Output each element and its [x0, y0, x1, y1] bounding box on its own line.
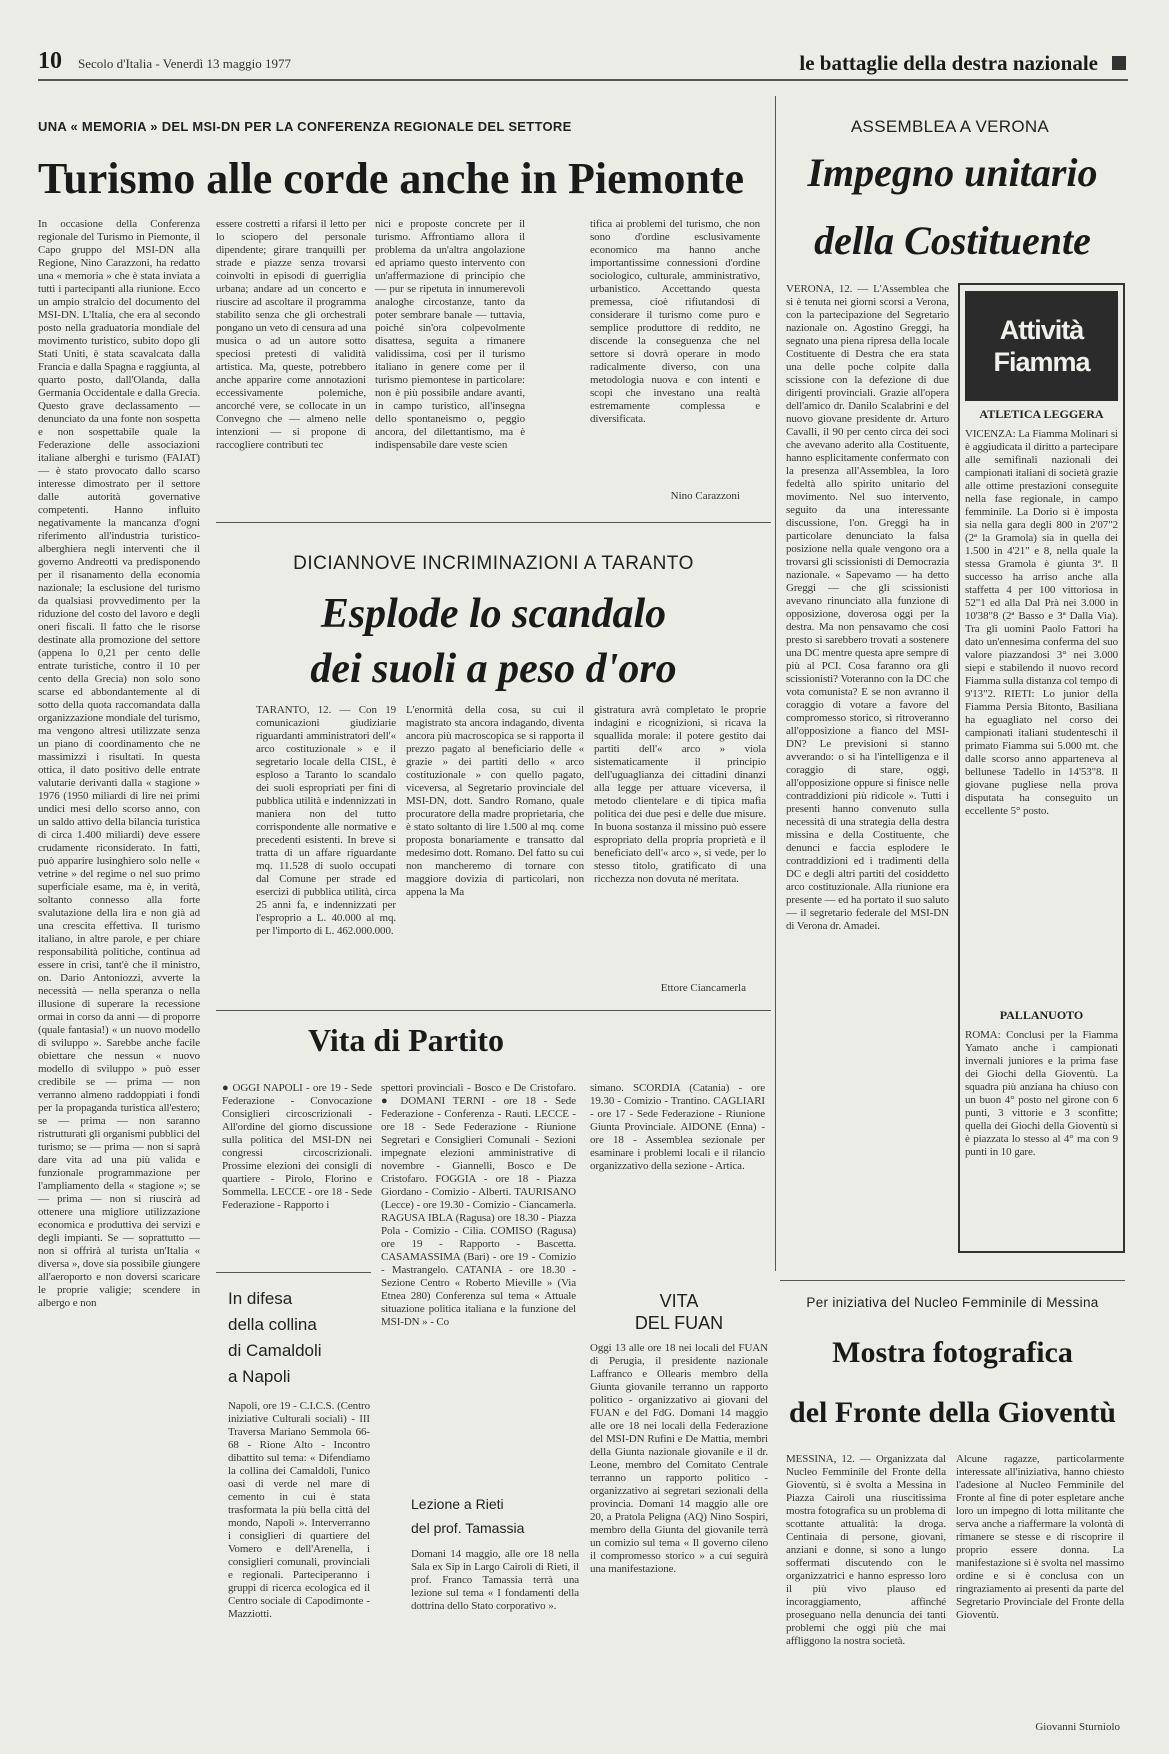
camaldoli-text: Napoli, ore 19 - C.I.C.S. (Centro iniziative Culturali sociali) - III Traversa Mariano Semmola 66-68 - Rione Alto - Incontro dibattito sul tema: « Difendiamo la collina dei Camaldoli, l'unico oasi di verde nel mare di cemento in cui è stata trasformata la più bella città del mondo, Napoli ». Interverranno i consiglieri di quartiere del Vomero e dell'Arenella, i consiglieri comunali, provinciali e regionali. Parteciperanno i gruppi di ricerca ecologica ed il Centro sociale di Capodimonte - Mazziotti.: [228, 1400, 370, 1620]
page-number: 10: [38, 48, 62, 74]
taranto-signature: Ettore Ciancamerla: [660, 982, 746, 994]
messina-col-2: Alcune ragazze, particolarmente interessate all'iniziativa, hanno chiesto l'adesione al Nucleo Femminile del Fronte al fine di poter espletare anche loro un impegno di lotta militante che serva anche a riaffermare la volontà di rimanere se stesse e di riscoprire il proprio essere donna. La manifestazione si è svolta nel massimo ordine e si è conclusa con un ringraziamento ai presenti da parte del Segretario Provinciale del Fronte della Gioventù.: [956, 1453, 1124, 1621]
fiamma-logo-text: Attività Fiamma: [993, 315, 1090, 377]
section-title: le battaglie della destra nazionale: [799, 51, 1098, 75]
messina-kicker: Per iniziativa del Nucleo Femminile di Messina: [806, 1295, 1099, 1310]
messina-headline-1: Mostra fotografica: [832, 1336, 1073, 1369]
messina-col-1: MESSINA, 12. — Organizzata dal Nucleo Femminile del Fronte della Gioventù, si è svolta a Messina in Piazza Cairoli una riuscitissima mostra fotografica su un problema di scottante attualità: la droga. Centinaia di persone, giovani, anziani e donne, si sono a lungo soffermati discutendo con le organizzatrici e hanno espresso loro il più vivo plauso ed incoraggiamento, affinché proseguano nella denuncia dei tanti problemi che oggi più che mai affliggono la nostra società.: [786, 1453, 946, 1647]
turismo-kicker: UNA « MEMORIA » DEL MSI-DN PER LA CONFERENZA REGIONALE DEL SETTORE: [38, 119, 572, 134]
taranto-col-3-wrap: [594, 704, 766, 1004]
verona-headline-2: della Costituente: [814, 218, 1091, 263]
turismo-headline: Turismo alle corde anche in Piemonte: [38, 154, 744, 203]
turismo-signature: Nino Carazzoni: [670, 490, 740, 502]
camaldoli-title-2: della collina: [228, 1315, 317, 1334]
camaldoli-title-4: a Napoli: [228, 1367, 291, 1386]
paper-date: Secolo d'Italia - Venerdì 13 maggio 1977: [78, 56, 291, 71]
turismo-col-4-wrap: [590, 218, 760, 514]
messina-top-rule: [780, 1280, 1125, 1281]
turismo-col-1: In occasione della Conferenza regionale del Turismo in Piemonte, il Capo gruppo del MSI-DN alla Regione, Nino Carazzoni, ha redatto una « memoria » che è stata inviata a tutti i partecipanti alla riunione. Ecco un ampio stralcio del documento del MSI-DN. L'Italia, che era al secondo posto nella graduatoria mondiale del movimento turistico, subito dopo gli Stati Uniti, è stata scavalcata dalla Francia e dalla Spagna e raggiunta, al quarto posto, dall'Olanda, dalla Germania Occidentale e dalla Grecia. Questo grave declassamento — denunciato da una fonte non sospetta e non sospettabile quale la Federazione delle associazioni italiane alberghi e turismo (FAIAT) — è stato provocato dallo scarso interesse dimostrato per il settore dalle autorità governative competenti. Hanno influito negativamente la mancanza d'ogni riferimento all'industria turistico-alberghiera negli interventi che il governo Andreotti va predisponendo per il risanamento della economia nazionale; la esclusione del turismo da qualsiasi provvedimento per la riduzione del costo del lavoro e degli oneri fiscali. Il fatto che le risorse destinate alla promozione del settore (appena lo 0,21 per cento delle entrate turistiche, contro il 10 per cento della Grecia) non solo sono scarse ed abbondantemente al di sotto della quota raccomandata dalla organizzazione mondiale del turismo, ma vengono altresì utilizzate senza un piano di coordinamento che ne massimizzi i risultati. In questa ottica, il dato positivo delle entrate valutarie derivanti dalla « stagione » 1976 (1950 miliardi di lire nei primi undici mesi dello scorso anno, con un saldo attivo della bilancia turistica di circa 1.400 miliardi) deve essere crudamente riconsiderato. In fatti, può apparire lusinghiero solo nelle « vetrine » del regime o nel suo primo superficiale esame, ma è, in verità, soltanto connesso alla forte svalutazione della lira e non già ad una crescita effettiva. Il turismo italiano, in altre parole, e per chiare responsabilità politiche, continua ad essere in crisi, tant'è che il ministro, on. Dario Antoniozzi, avverte la necessità — nella speranza o nella illusione di superare la recessione ormai in corso da anni — di proporre (quale fantasia!) « un nuovo modello di sviluppo ». Sarebbe anche facile obiettare che nessun « nuovo modello di sviluppo » può esser credibile se — prima — non verranno almeno raddoppiati i fondi per la propaganda turistica all'estero; se — prima — non saranno ristrutturati gli organismi pubblici del turismo; se — prima — non si saprà dare vita ad una più valida e funzionale programmazione per l'ampliamento della « stagione »; se — prima — non si riuscirà ad ottenere una migliore utilizzazione economica e produttiva dei servizi e degli impianti. Se — soprattutto — non si offrirà al turista un'Italia « diversa », dove sia possibile giungere all'aeroporto e non doversi scaricare le proprie valigie; scendere in albergo e non: [38, 218, 200, 1309]
vita-col-1: ● OGGI NAPOLI - ore 19 - Sede Federazione - Convocazione Consiglieri circoscrizionali - All'ordine del giorno discussione sulla politica del MSI-DN nei congressi circoscrizionali. Prossime elezioni dei consigli di quartiere - Pirolo, Florino e Sommella. LECCE - ore 18 - Sede Federazione - Rapporto i: [222, 1082, 372, 1211]
taranto-col-1: TARANTO, 12. — Con 19 comunicazioni giudiziarie riguardanti amministratori dell'« arco costituzionale » e il segretario locale della CISL, è esploso a Taranto lo scandalo dei suoli espropriati per fini di pubblica utilità e indennizzati in maniera non del tutto corrispondente alle normative e precedenti esistenti. In breve si tratta di un affare riguardante mq. 11.528 di suolo occupati dal Comune per strade ed esercizi di pubblica utilità, circa 25 anni fa, e indennizzati per l'esproprio a L. 40.000 al mq. per l'importo di L. 462.000.000.: [256, 704, 396, 937]
fuan-title-1: VITA: [659, 1291, 699, 1311]
taranto-headline-2: dei suoli a peso d'oro: [310, 646, 677, 692]
verona-divider: [775, 96, 776, 1271]
taranto-col-3: gistratura avrà completato le proprie indagini e ricognizioni, si ricava la squallida morale: il potere gestito dai partiti dell'« arco » viola sistematicamente il principio dell'uguaglianza dei cittadini dinanzi alla legge per attuare viceversa, il metodo clientelare e di tipica mafia politica dei due pesi e delle due misure. In buona sostanza il missino può essere espropriato della propria proprietà e il beneficiato dell'« arco », si vede, per lo stesso titolo, gratificato di una ricchezza non dovuta né meritata.: [594, 704, 766, 885]
fuan-title-2: DEL FUAN: [634, 1313, 724, 1333]
verona-kicker: ASSEMBLEA A VERONA: [850, 117, 1050, 136]
rieti-box: [411, 1492, 579, 1668]
vita-bottom-rule: [216, 1272, 371, 1273]
vita-headline: Vita di Partito: [307, 1022, 505, 1058]
messina-signature: Giovanni Sturniolo: [1035, 1721, 1120, 1733]
taranto-kicker: DICIANNOVE INCRIMINAZIONI A TARANTO: [293, 553, 694, 574]
verona-headline-1: Impegno unitario: [807, 150, 1098, 195]
turismo-col-4: tifica ai problemi del turismo, che non sono d'ordine esclusivamente economico ma hanno anche importantissime connessioni d'ordine sociologico, culturale, amministrativo, urbanistico. Accettando questa premessa, cioè rifiutandosi di considerare il turismo come puro e semplice produttore di reddito, ne discende la conseguenza che nel settore si dovrà operare in modo radicalmente diverso, con una metodologia nuova e con intenti e scopi che investano una realtà estremamente complessa e diversificata.: [590, 218, 760, 425]
rieti-text: Domani 14 maggio, alle ore 18 nella Sala ex Sip in Largo Cairoli di Rieti, il prof. Franco Tamassia terrà una lezione sul tema « I fondamenti della dottrina dello Stato corporativo ».: [411, 1548, 579, 1612]
masthead-rule: [38, 79, 1128, 81]
verona-text: VERONA, 12. — L'Assemblea che si è tenuta nei giorni scorsi a Verona, con la partecipazione del Segretario nazionale on. Agostino Greggi, ha segnato una piena ripresa della locale Costituente di Destra che era stata una delle poche colpite dalla scissione con la defezione di due dirigenti provinciali. Grazie all'opera dell'amico dr. Danilo Scalabrini e del nuovo giovane presidente dr. Arturo Cavalli, il 90 per cento circa dei soci che avevano aderito alla Costituente, hanno esplicitamente confermato con la presenza all'Assemblea, la loro fedeltà allo spirito unitario del movimento. Nel suo intervento, seguito da una interessante discussione, l'on. Greggi ha in particolare denunciato la falsa posizione nella quale vengono ora a trovarsi gli scissionisti di Democrazia nazionale. « Sapevamo — ha detto Greggi — che gli scissionisti avevano rinunciato alla funzione di opposizione, doverosa oggi per la destra. Ma non pensavamo che così presto si sarebbero trovati a sostenere una DC mentre questa apre sempre di più al PCI. Cosa faranno ora gli scissionisti? Voteranno con la DC che vota comunista? E se non avranno il coraggio di votare a favore del compromesso storico, si ritroveranno all'opposizione a fianco del MSI-DN? Le previsioni si stanno avverando: o si ha l'intelligenza e il coraggio di stare, oggi, all'opposizione oppure si finisce nelle contraddizioni più ridicole ». Tutti i presenti hanno convenuto sulla necessità di una strategia della destra missina e della Costituente, che denunci e faccia esplodere le contraddizioni ed i tradimenti della DC e degli altri partiti del cosiddetto arco costituzionale. Alla riunione era presente — ed ha portato il suo saluto — il segretario federale del MSI-DN di Verona dr. Amadei.: [786, 283, 949, 932]
rieti-title-2: del prof. Tamassia: [411, 1520, 525, 1536]
fiamma-box: [958, 283, 1125, 1253]
camaldoli-box: [228, 1286, 370, 1725]
atletica-title: ATLETICA LEGGERA: [979, 407, 1104, 421]
vita-col-2: spettori provinciali - Bosco e De Cristofaro. ● DOMANI TERNI - ore 18 - Sede Federazione - Conferenza - Rauti. LECCE - ore 18 - Sede Federazione - Riunione Segretari e Consiglieri Comunali - Sezioni impegnate elezioni amministrative di novembre - Giannelli, Bosco e De Cristofaro. FOGGIA - ore 18 - Piazza Giordano - Comizio - Alberti. TAURISANO (Lecce) - ore 19.30 - Comizio - Ciancamerla. RAGUSA IBLA (Ragusa) ore 18.30 - Piazza Pola - Comizio - Cilia. COMISO (Ragusa) ore 19 - Rapporto - Bascetta. CASAMASSIMA (Bari) - ore 19 - Comizio - Mastrangelo. CATANIA - ore 18.30 - Sezione Centro « Roberto Mieville » (Via Etnea 280) Conferenza sul tema « Attuale situazione politica italiana e la funzione del MSI-DN » - Co: [381, 1082, 576, 1328]
masthead: [38, 48, 1128, 78]
turismo-bottom-rule: [216, 522, 771, 523]
pallanuoto-text: ROMA: Conclusi per la Fiamma Yamato anche i campionati invernali juniores e la prima fase dei Giochi della Gioventù. La squadra più anziana ha chiuso con un buon 4° posto nel girone con 6 punti, 3 vittorie e 3 sconfitte; quella dei Giochi della Gioventù si è piazzata lo stesso al 4° ma con 9 punti in 10 gare.: [965, 1029, 1118, 1158]
fuan-text: Oggi 13 alle ore 18 nei locali del FUAN di Perugia, il presidente nazionale Laffranco e Ollearis membro della Giunta giovanile terranno un rapporto politico - organizzativo ai giovani del FUAN e del FdG. Domani 14 maggio alle ore 18 nei locali della Federazione del MSI-DN Rufini e De Mattia, membri della Giunta nazionale giovanile e il dr. Leone, membro del Comitato Centrale terranno un rapporto politico - organizzativo ai segretari sezionali della provincia. Domani 14 maggio alle ore 20, a Pratola Peligna (AQ) Nino Sospiri, membro della Giunta del giovanile terrà un comizio sul tema « Il governo cileno il compromesso storico » a cui seguirà una manifestazione.: [590, 1342, 768, 1575]
atletica-text: VICENZA: La Fiamma Molinari si è aggiudicata il diritto a partecipare alle semifinali nazionali dei campionati italiani di società grazie alle ottime prestazioni conseguite nella fase regionale, in campo femminile. La Dorio si è imposta sia nella gara degli 800 in 2'07"2 (2ª la Gramola) sia in quella dei 1.500 in 4'21" e 8, nella quale la stessa Gramola è giunta 3ª. Il successo ha arriso anche alla staffetta 4 per 100 vittoriosa in 52"1 ed alla Dal Prà nei 3.000 in 10'38"8 (2ª Basso e 3ª Dalla Via). Tra gli uomini Paolo Fattori ha dato un'ennesima conferma del suo valore piazzandosi 3° nei 3.000 siepi e stabilendo il nuovo record Fiamma sulla distanza col tempo di 9'13"2. RIETI: Lo junior della Fiamma Persia Bitonto, Basiliana ha eguagliato nel corso dei campionati italiani studenteschi il primato Fiamma sui 5.000 mt. che dalle scorso anno apparteneva al bellunese Tadello in 14'53"8. Il giovane pugliese nella prova disputata ha conseguito un eccellente 5° posto.: [965, 428, 1118, 817]
taranto-bottom-rule: [216, 1010, 771, 1011]
turismo-col-2: essere costretti a rifarsi il letto per lo sciopero del personale dipendente; girare tranquilli per strade e piazze senza trovarsi coinvolti in episodi di guerriglia urbana; andare ad un concerto e riuscire ad ascoltare il programma stabilito senza che gli orchestrali pongano un veto di censura ad una musica o ad un autore sotto speciosi pretesti di validità artistica. Ma, queste, potrebbero anche apparire come annotazioni eccessivamente polemiche, ancorché vere, se collocate in un Convegno che — almeno nelle intenzioni — si propone di raccogliere contributi tec: [216, 218, 366, 451]
camaldoli-title-1: In difesa: [228, 1289, 293, 1308]
taranto-col-2: L'enormità della cosa, su cui il magistrato sta ancora indagando, diventa ancora più macroscopica se si rapporta il prezzo pagato al beneficiario delle « grazie » dei partiti dello « arco costituzionale » con quello pagato, viceversa, al Segretario provinciale del MSI-DN, dott. Sandro Romano, quale procuratore della madre proprietaria, che è stato soltanto di lire 1.500 al mq. come proposta bonariamente e transatto dal medesimo dott. Romano. Del fatto su cui non mancheremo di tornare con maggiore dovizia di particolari, non appena la Ma: [406, 704, 584, 898]
pallanuoto-title: PALLANUOTO: [999, 1008, 1084, 1022]
messina-headline-2: del Fronte della Gioventù: [789, 1396, 1116, 1429]
fuan-box: [590, 1290, 768, 1727]
taranto-headline-1: Esplode lo scandalo: [320, 591, 667, 637]
messina-col-2-wrap: [956, 1453, 1124, 1745]
camaldoli-title-3: di Camaldoli: [228, 1341, 322, 1360]
section-marker-icon: [1112, 56, 1126, 70]
rieti-title-1: Lezione a Rieti: [411, 1496, 504, 1512]
fiamma-logo: [965, 291, 1118, 401]
turismo-col-3: nici e proposte concrete per il turismo. Affrontiamo allora il problema da un'altra angolazione ed apriamo questo intervento con un'affermazione di principio che — pur se ripetuta in innumerevoli analoghe circostanze, tanto da poter sembrare banale — tuttavia, poiché sin'ora colpevolmente disattesa, seguita a rimanere validissima, così per il turismo italiano in genere come per il turismo piemontese in particolare: non è più possibile andare avanti, in campo turistico, all'insegna dello spontaneismo o, peggio ancora, del dilettantismo, ma è indispensabile dare veste scien: [375, 218, 525, 451]
vita-col-3: simano. SCORDIA (Catania) - ore 19.30 - Comizio - Trantino. CAGLIARI - ore 17 - Sede Federazione - Riunione Giunta Provinciale. AIDONE (Enna) - ore 18 - Assemblea sezionale per esaminare i problemi locali e il rilancio organizzativo della sezione - Artica.: [590, 1082, 765, 1172]
